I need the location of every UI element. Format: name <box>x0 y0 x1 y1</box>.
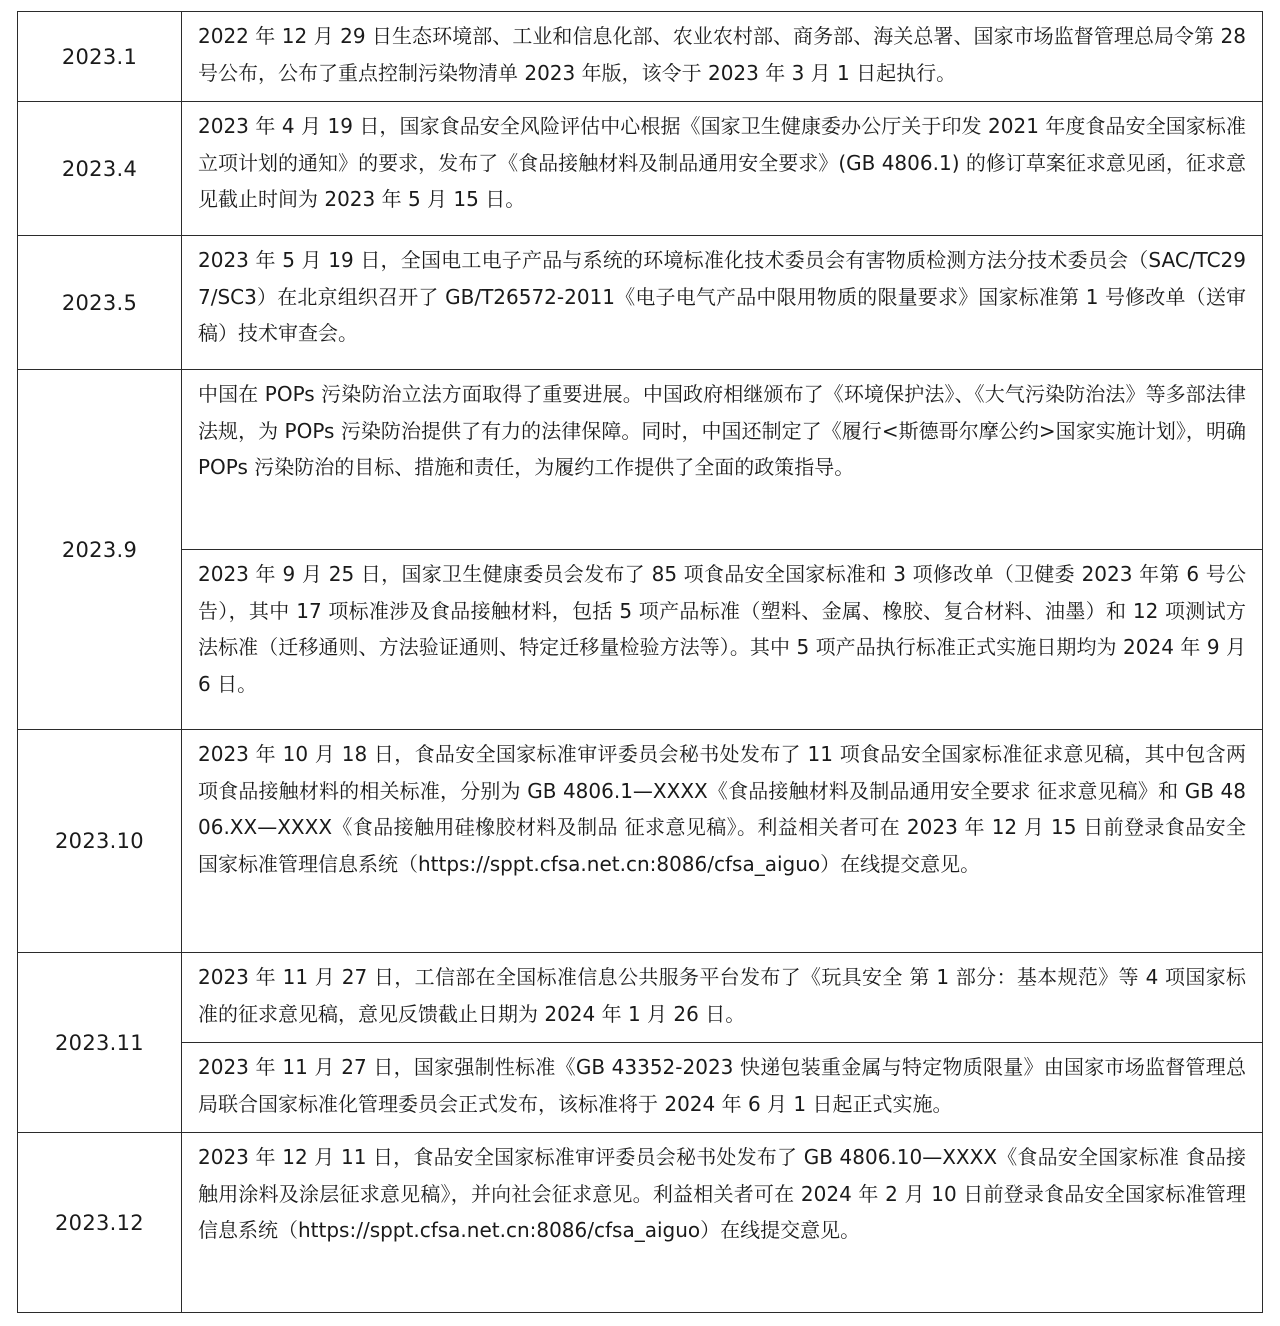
date-cell: 2023.5 <box>18 236 182 370</box>
table-row <box>18 550 1263 730</box>
date-cell: 2023.11 <box>18 953 182 1133</box>
entry-cell: 2023 年 5 月 19 日，全国电工电子产品与系统的环境标准化技术委员会有害物质检测方法分技术委员会（SAC/TC297/SC3）在北京组织召开了 GB/T26572-2011《电子电气产品中限用物质的限量要求》国家标准第 1 号修改单（送审稿）技术审查会。 <box>182 236 1263 370</box>
date-cell: 2023.9 <box>18 370 182 730</box>
date-cell: 2023.10 <box>18 730 182 953</box>
date-cell: 2023.4 <box>18 102 182 236</box>
table-row <box>18 953 1263 1043</box>
table-row <box>18 1043 1263 1133</box>
entry-cell: 2023 年 12 月 11 日，食品安全国家标准审评委员会秘书处发布了 GB 4806.10—XXXX《食品安全国家标准 食品接触用涂料及涂层征求意见稿》，并向社会征求意见。利益相关者可在 2024 年 2 月 10 日前登录食品安全国家标准管理信息系统（https://sppt.cfsa.net.cn:8086/cfsa_aiguo）在线提交意见。 <box>182 1133 1263 1313</box>
table-row <box>18 12 1263 102</box>
entry-cell: 2023 年 9 月 25 日，国家卫生健康委员会发布了 85 项食品安全国家标准和 3 项修改单（卫健委 2023 年第 6 号公告），其中 17 项标准涉及食品接触材料，包括 5 项产品标准（塑料、金属、橡胶、复合材料、油墨）和 12 项测试方法标准（迁移通则、方法验证通则、特定迁移量检验方法等）。其中 5 项产品执行标准正式实施日期均为 2024 年 9 月 6 日。 <box>182 550 1263 730</box>
entry-cell: 中国在 POPs 污染防治立法方面取得了重要进展。中国政府相继颁布了《环境保护法》、《大气污染防治法》等多部法律法规，为 POPs 污染防治提供了有力的法律保障。同时，中国还制定了《履行<斯德哥尔摩公约>国家实施计划》，明确 POPs 污染防治的目标、措施和责任，为履约工作提供了全面的政策指导。 <box>182 370 1263 550</box>
entry-cell: 2022 年 12 月 29 日生态环境部、工业和信息化部、农业农村部、商务部、海关总署、国家市场监督管理总局令第 28 号公布，公布了重点控制污染物清单 2023 年版，该令于 2023 年 3 月 1 日起执行。 <box>182 12 1263 102</box>
date-cell: 2023.1 <box>18 12 182 102</box>
table-row <box>18 102 1263 236</box>
entry-cell: 2023 年 10 月 18 日，食品安全国家标准审评委员会秘书处发布了 11 项食品安全国家标准征求意见稿，其中包含两项食品接触材料的相关标准，分别为 GB 4806.1—XXXX《食品接触材料及制品通用安全要求 征求意见稿》和 GB 4806.XX—XXXX《食品接触用硅橡胶材料及制品 征求意见稿》。利益相关者可在 2023 年 12 月 15 日前登录食品安全国家标准管理信息系统（https://sppt.cfsa.net.cn:8086/cfsa_aiguo）在线提交意见。 <box>182 730 1263 953</box>
table-row <box>18 370 1263 550</box>
entry-cell: 2023 年 11 月 27 日，国家强制性标准《GB 43352-2023 快递包装重金属与特定物质限量》由国家市场监督管理总局联合国家标准化管理委员会正式发布，该标准将于 2024 年 6 月 1 日起正式实施。 <box>182 1043 1263 1133</box>
table-row <box>18 730 1263 953</box>
table-row <box>18 1133 1263 1313</box>
entry-cell: 2023 年 4 月 19 日，国家食品安全风险评估中心根据《国家卫生健康委办公厅关于印发 2021 年度食品安全国家标准立项计划的通知》的要求，发布了《食品接触材料及制品通用安全要求》(GB 4806.1) 的修订草案征求意见函，征求意见截止时间为 2023 年 5 月 15 日。 <box>182 102 1263 236</box>
entry-cell: 2023 年 11 月 27 日，工信部在全国标准信息公共服务平台发布了《玩具安全 第 1 部分：基本规范》等 4 项国家标准的征求意见稿，意见反馈截止日期为 2024 年 1 月 26 日。 <box>182 953 1263 1043</box>
date-cell: 2023.12 <box>18 1133 182 1313</box>
regulation-timeline-table <box>17 11 1263 1313</box>
table-row <box>18 236 1263 370</box>
